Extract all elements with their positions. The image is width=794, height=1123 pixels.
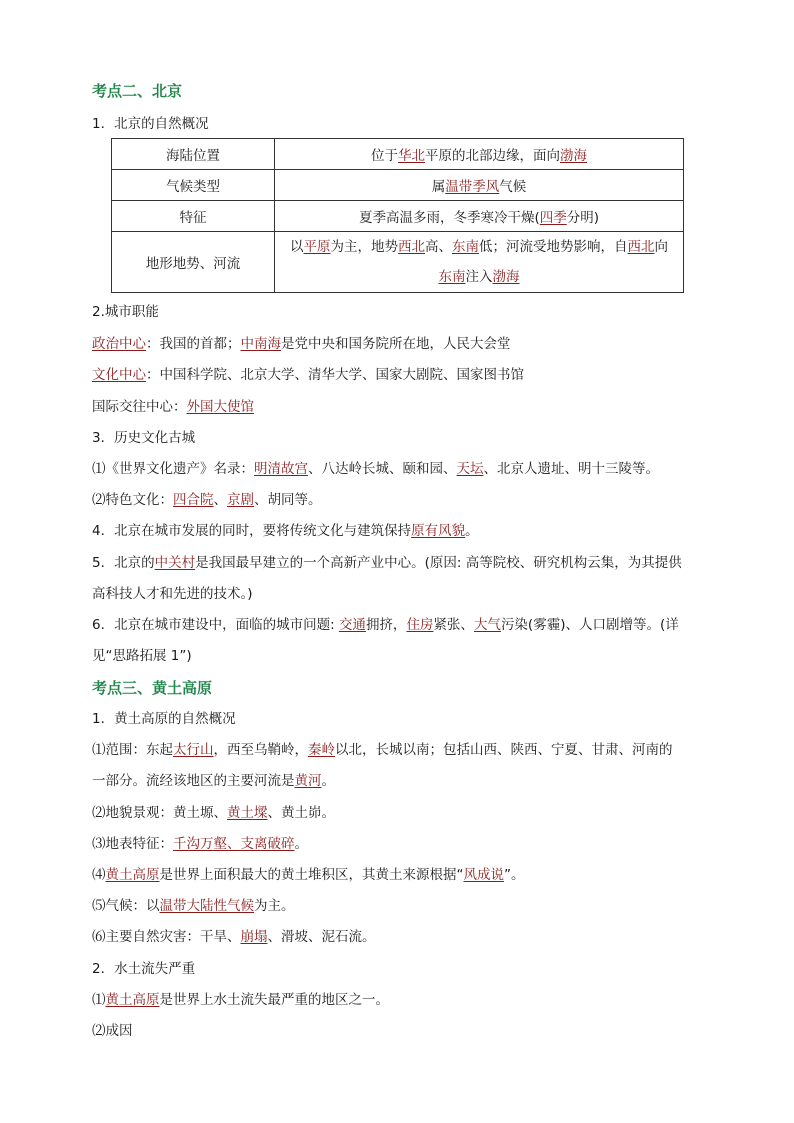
paragraph-line: ⑸气候：以温带大陆性气候为主。	[92, 898, 295, 914]
paragraph-line: 一部分。流经该地区的主要河流是黄河。	[92, 773, 335, 789]
row-label: 气候类型	[112, 170, 275, 201]
paragraph-line: 高科技人才和先进的技术。)	[92, 586, 253, 602]
paragraph-line: ⑵特色文化：四合院、京剧、胡同等。	[92, 492, 322, 508]
beijing-overview-table	[111, 138, 684, 293]
paragraph-line: 国际交往中心：外国大使馆	[92, 399, 254, 415]
table-row	[112, 232, 684, 293]
row-label: 地形地势、河流	[112, 232, 275, 293]
item-3-title: 3．历史文化古城	[92, 430, 196, 446]
table-row	[112, 170, 684, 201]
paragraph-line: 4．北京在城市发展的同时，要将传统文化与建筑保持原有风貌。	[92, 523, 479, 539]
table-row	[112, 201, 684, 232]
paragraph-line: 6．北京在城市建设中，面临的城市问题: 交通拥挤，住房紧张、大气污染(雾霾)、人口剧增等。(详	[92, 617, 679, 633]
paragraph-line: 见“思路拓展 1”)	[92, 648, 192, 664]
section-heading-loess-plateau: 考点三、黄土高原	[92, 679, 213, 697]
row-value: 属温带季风气候	[275, 170, 684, 201]
item-1-title: 1．北京的自然概况	[92, 116, 209, 132]
section-heading-beijing: 考点二、北京	[92, 82, 183, 100]
paragraph-line: ⑵成因	[92, 1023, 133, 1039]
paragraph-line: ⑹主要自然灾害：干旱、崩塌、滑坡、泥石流。	[92, 929, 376, 945]
loess-item-1-title: 1．黄土高原的自然概况	[92, 711, 236, 727]
row-label: 海陆位置	[112, 139, 275, 170]
paragraph-line: ⑶地表特征：千沟万壑、支离破碎。	[92, 836, 308, 852]
paragraph-line: ⑴《世界文化遗产》名录：明清故宫、八达岭长城、颐和园、天坛、北京人遗址、明十三陵等。	[92, 461, 659, 477]
table-row	[112, 139, 684, 170]
paragraph-line: ⑴黄土高原是世界上水土流失最严重的地区之一。	[92, 992, 389, 1008]
paragraph-line: ⑴范围：东起太行山，西至乌鞘岭，秦岭以北，长城以南；包括山西、陕西、宁夏、甘肃、河南的	[92, 742, 673, 758]
loess-item-2-title: 2．水土流失严重	[92, 961, 196, 977]
item-2-title: 2.城市职能	[92, 304, 159, 320]
paragraph-line: 文化中心：中国科学院、北京大学、清华大学、国家大剧院、国家图书馆	[92, 367, 524, 383]
paragraph-line: ⑵地貌景观：黄土塬、黄土墚、黄土峁。	[92, 805, 335, 821]
row-value: 夏季高温多雨，冬季寒冷干燥(四季分明)	[275, 201, 684, 232]
paragraph-line: ⑷黄土高原是世界上面积最大的黄土堆积区，其黄土来源根据“风成说”。	[92, 867, 525, 883]
row-value: 位于华北平原的北部边缘，面向渤海	[275, 139, 684, 170]
paragraph-line: 政治中心：我国的首都；中南海是党中央和国务院所在地，人民大会堂	[92, 336, 511, 352]
paragraph-line: 5．北京的中关村是我国最早建立的一个高新产业中心。(原因: 高等院校、研究机构云集，为其提供	[92, 555, 682, 571]
row-label: 特征	[112, 201, 275, 232]
row-value: 以平原为主，地势西北高、东南低；河流受地势影响，自西北向 东南注入渤海	[275, 232, 684, 293]
